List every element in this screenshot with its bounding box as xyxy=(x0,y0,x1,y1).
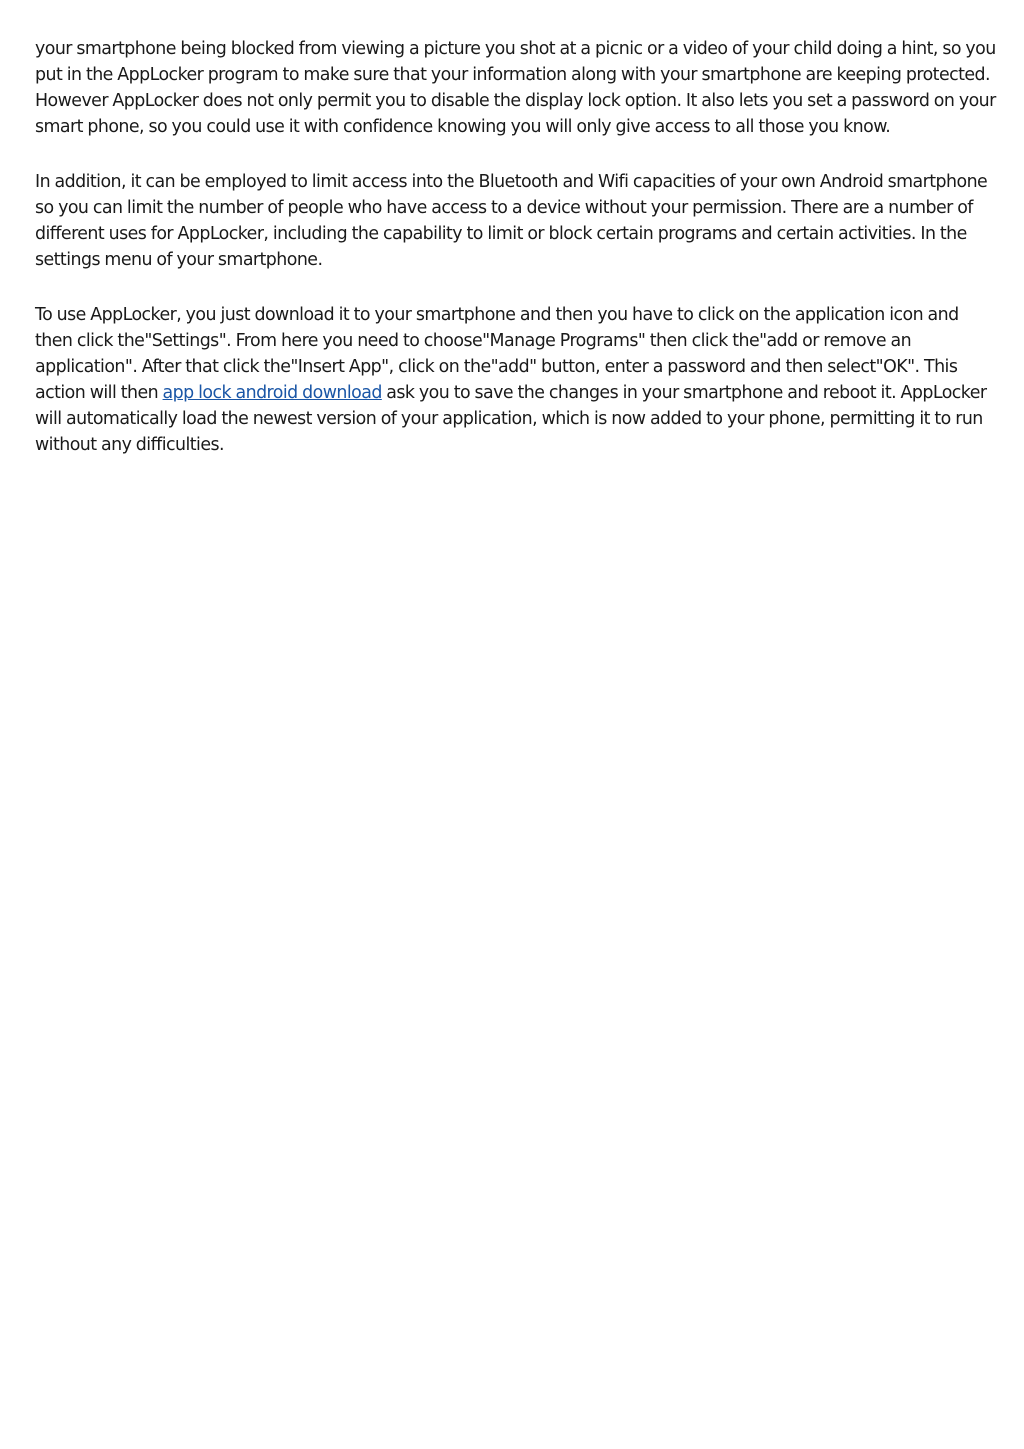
paragraph-3-text-after-link: ask you to save the changes in your smartphone and reboot it. AppLocker will automatically load the newest version of your application, which is now added to your phone, permitting it to run without any difficulties. xyxy=(35,383,987,455)
paragraph-3 xyxy=(35,302,1000,458)
paragraph-3-text-before-link: To use AppLocker, you just download it to your smartphone and then you have to click on the application icon and then click the"Settings". From here you need to choose"Manage Programs" then click the"add or remove an application". After that click the"Insert App", click on the"add" button, enter a password and then select"OK". This action will then xyxy=(35,305,959,403)
paragraph-1: your smartphone being blocked from viewing a picture you shot at a picnic or a video of your child doing a hint, so you put in the AppLocker program to make sure that your information along with your smartphone are keeping protected. However AppLocker does not only permit you to disable the display lock option. It also lets you set a password on your smart phone, so you could use it with confidence knowing you will only give access to all those you know. xyxy=(35,39,996,137)
paragraph-2: In addition, it can be employed to limit access into the Bluetooth and Wifi capacities of your own Android smartphone so you can limit the number of people who have access to a device without your permission. There are a number of different uses for AppLocker, including the capability to limit or block certain programs and certain activities. In the settings menu of your smartphone. xyxy=(35,172,988,270)
document-page xyxy=(35,36,1000,487)
app-lock-android-download-link[interactable]: app lock android download xyxy=(162,383,382,403)
